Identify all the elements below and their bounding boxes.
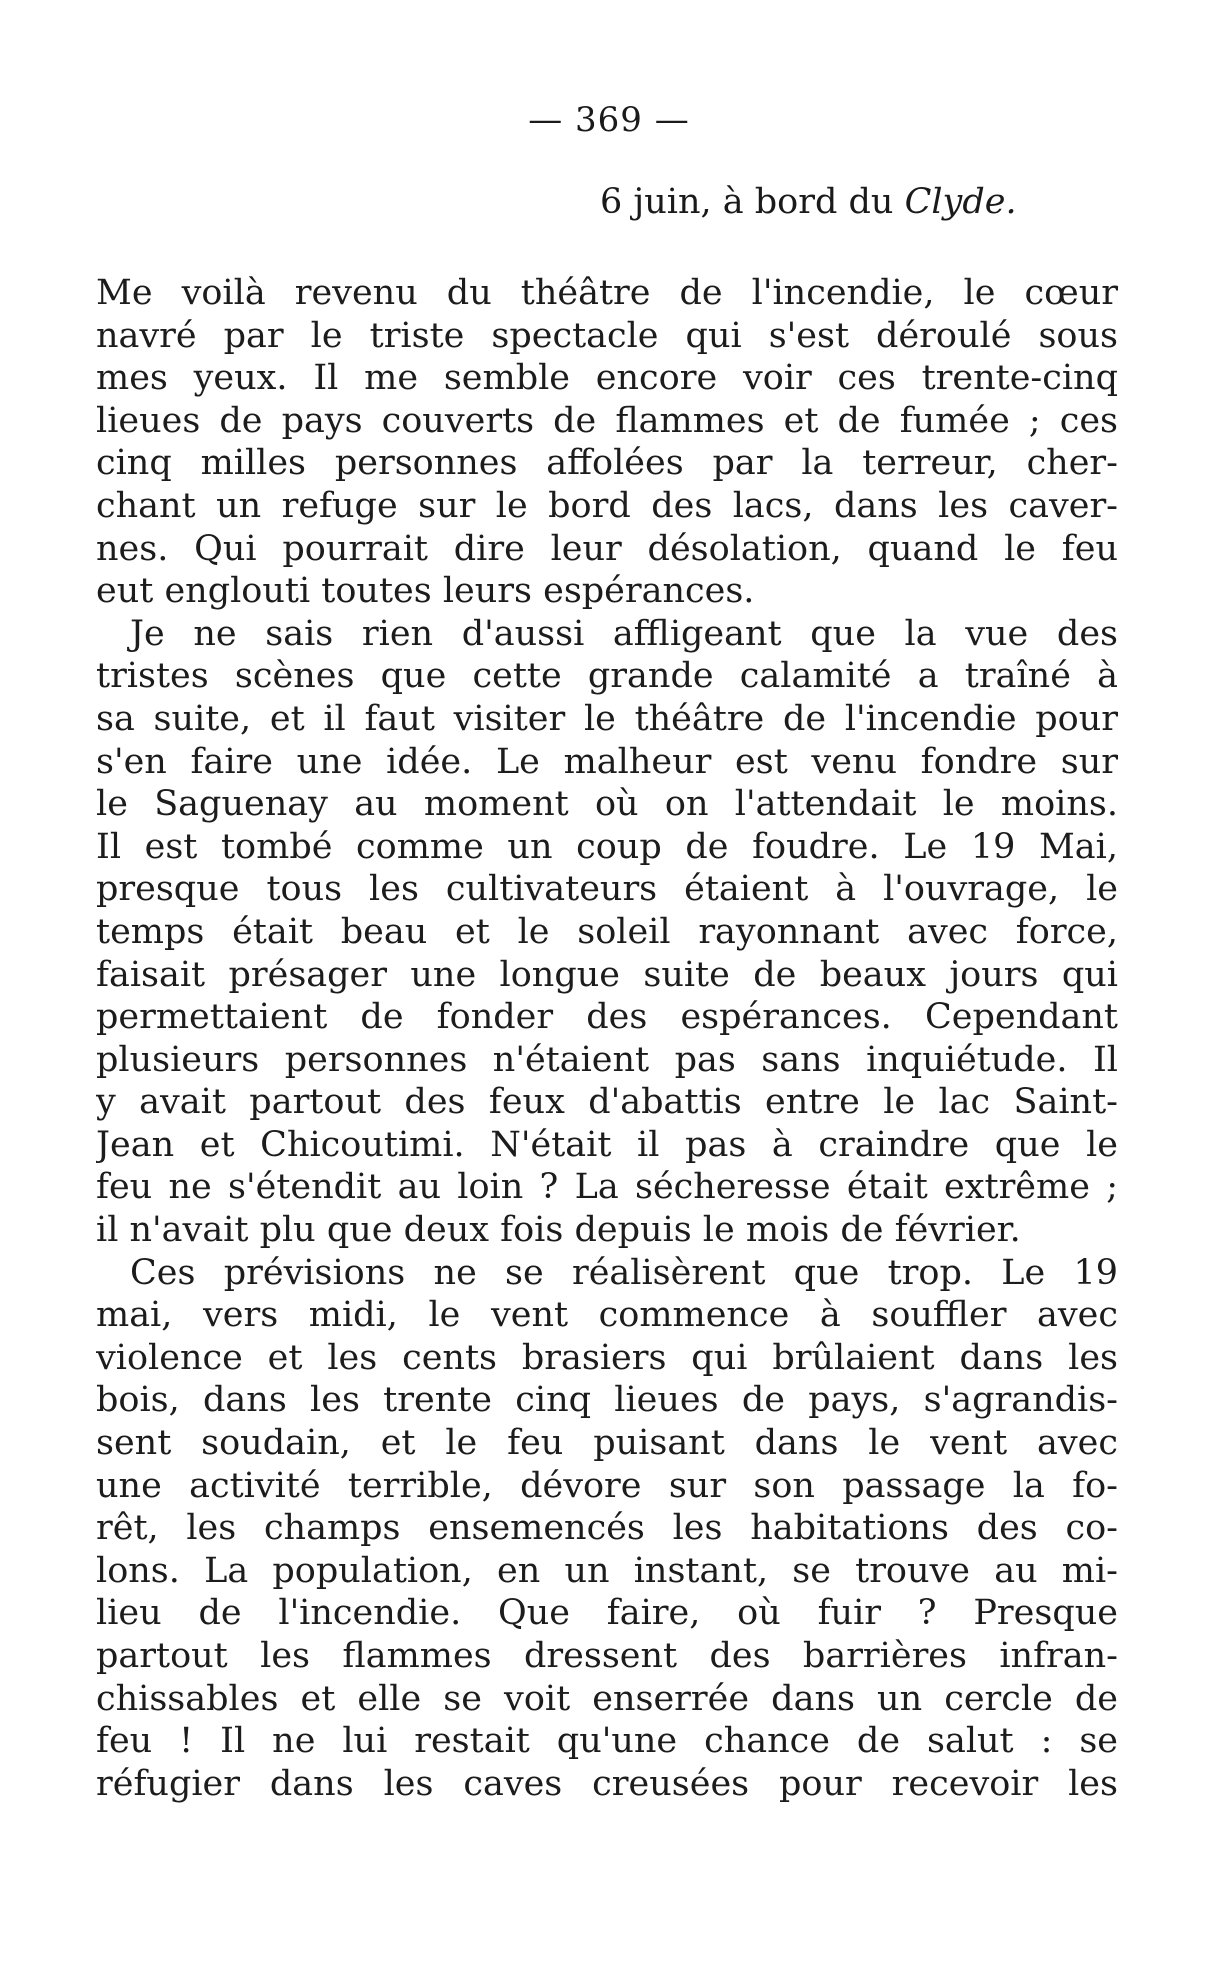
text-line: Jean et Chicoutimi. N'était il pas à craindre que le (96, 1124, 1118, 1165)
text-line: mai, vers midi, le vent commence à souffler avec (96, 1295, 1118, 1336)
text-line: Il est tombé comme un coup de foudre. Le 19 Mai, (96, 826, 1118, 867)
text-line: lons. La population, en un instant, se trouve au mi- (96, 1550, 1118, 1591)
text-line: violence et les cents brasiers qui brûlaient dans les (96, 1337, 1118, 1378)
text-line: sa suite, et il faut visiter le théâtre de l'incendie pour (96, 698, 1118, 739)
ship-name: Clyde. (904, 182, 1017, 222)
text-line: cinq milles personnes affolées par la terreur, cher- (96, 443, 1118, 484)
text-line: lieu de l'incendie. Que faire, où fuir ? Presque (96, 1593, 1118, 1634)
text-line: eut englouti toutes leurs espérances. (96, 571, 755, 612)
text-line: sent soudain, et le feu puisant dans le vent avec (96, 1423, 1118, 1464)
text-line: y avait partout des feux d'abattis entre le lac Saint- (96, 1082, 1118, 1123)
text-line: feu ne s'étendit au loin ? La sécheresse était extrême ; (96, 1167, 1118, 1208)
text-line: lieues de pays couverts de flammes et de fumée ; ces (96, 400, 1118, 441)
page-number: — 369 — (528, 100, 690, 140)
text-line: presque tous les cultivateurs étaient à l'ouvrage, le (96, 869, 1118, 910)
text-line: mes yeux. Il me semble encore voir ces trente-cinq (96, 358, 1118, 399)
text-line: le Saguenay au moment où on l'attendait le moins. (96, 784, 1118, 825)
text-line: s'en faire une idée. Le malheur est venu fondre sur (96, 741, 1118, 782)
text-line: il n'avait plu que deux fois depuis le mois de février. (96, 1210, 1021, 1251)
text-line: temps était beau et le soleil rayonnant avec force, (96, 911, 1118, 952)
text-line: chant un refuge sur le bord des lacs, dans les caver- (96, 485, 1118, 526)
dateline (600, 182, 1080, 222)
text-line: feu ! Il ne lui restait qu'une chance de salut : se (96, 1721, 1118, 1762)
text-line: Me voilà revenu du théâtre de l'incendie, le cœur (96, 273, 1118, 313)
text-line: une activité terrible, dévore sur son passage la fo- (96, 1465, 1118, 1506)
text-line: réfugier dans les caves creusées pour recevoir les (96, 1763, 1118, 1804)
text-line: navré par le triste spectacle qui s'est déroulé sous (96, 315, 1118, 356)
text-line: Ces prévisions ne se réalisèrent que trop. Le 19 (130, 1252, 1118, 1293)
dateline-text: 6 juin, à bord du (600, 182, 905, 222)
text-line: plusieurs personnes n'étaient pas sans inquiétude. Il (96, 1039, 1118, 1080)
text-line: nes. Qui pourrait dire leur désolation, quand le feu (96, 528, 1118, 569)
text-line: tristes scènes que cette grande calamité a traîné à (96, 656, 1118, 697)
text-line: faisait présager une longue suite de beaux jours qui (96, 954, 1118, 995)
text-line: rêt, les champs ensemencés les habitations des co- (96, 1508, 1118, 1549)
text-line: chissables et elle se voit enserrée dans un cercle de (96, 1678, 1118, 1719)
text-line: bois, dans les trente cinq lieues de pays, s'agrandis- (96, 1380, 1118, 1421)
text-line: Je ne sais rien d'aussi affligeant que la vue des (130, 613, 1118, 654)
text-line: permettaient de fonder des espérances. Cependant (96, 997, 1118, 1038)
body-text (96, 272, 1118, 1805)
text-line: partout les flammes dressent des barrières infran- (96, 1636, 1118, 1676)
